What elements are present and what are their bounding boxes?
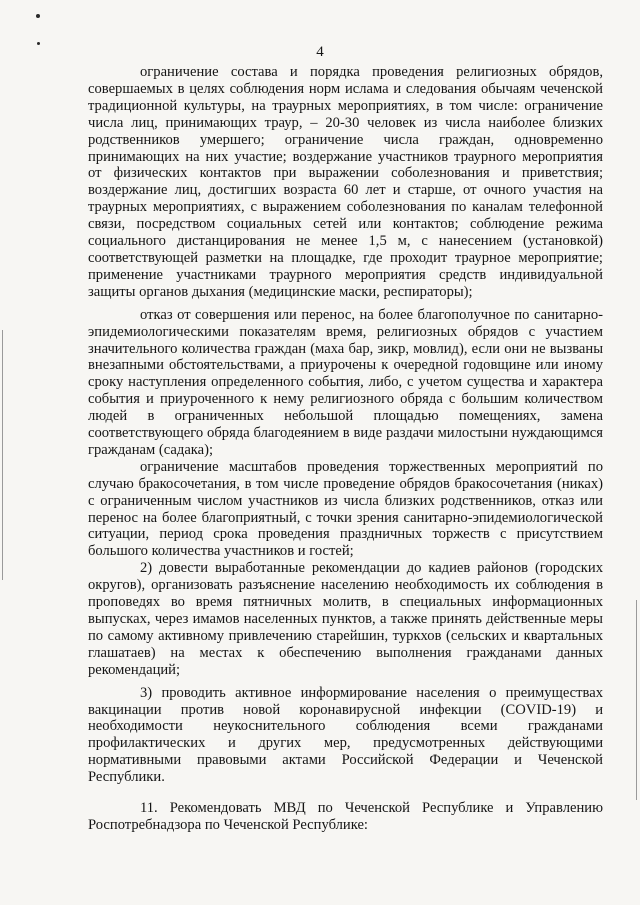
paragraph-wedding-restrictions: ограничение масштабов проведения торжественных мероприятий по случаю бракосочетания, в том числе проведение обрядов бракосочетания (никах) с ограниченным числом участников из числа близких родственников, отказ или перенос на более благоприятный, с точки зрения санитарно-эпидемиологической ситуации, период срока проведения праздничных торжеств с присутствием большого количества участников и гостей; xyxy=(88,458,603,560)
paragraph-item-2: 2) довести выработанные рекомендации до кадиев районов (городских округов), организовать разъяснение населению необходимость их соблюдения в проповедях во время пятничных молитв, в специальных информационных выпусках, через имамов населенных пунктов, а также принять действенные меры по самому активному привлечению старейшин, туркхов (сельских и квартальных глашатаев) на местах к обеспечению выполнения гражданами данных рекомендаций; xyxy=(88,560,603,678)
paragraph-funeral-restrictions: ограничение состава и порядка проведения религиозных обрядов, совершаемых в целях соблюдения норм ислама и следования обычаям чеченской традиционной культуры, на траурных мероприятиях, в том числе: ограничение числа лиц, принимающих траур, – 20-30 человек из числа наиболее близких родственников умершего; ограничение числа граждан, одновременно принимающих на них участие; воздержание участников траурного мероприятия от физических контактов при выражении соболезнования и приветствия; воздержание лиц, достигших возраста 60 лет и старше, от очного участия на траурных мероприятиях, с выражением соболезнования по каналам телефонной связи, посредством социальных сетей или контактов; соблюдение режима социального дистанцирования не менее 1,5 м, с нанесением (установкой) соответствующей разметки на площадке, где проходит траурное мероприятие; применение участниками траурного мероприятия средств индивидуальной защиты органов дыхания (медицинские маски, респираторы); xyxy=(88,64,603,300)
scan-edge-shadow xyxy=(636,600,637,800)
scan-speck xyxy=(36,14,40,18)
scan-edge-shadow xyxy=(2,330,3,580)
paragraph-item-3: 3) проводить активное информирование населения о преимуществах вакцинации против новой коронавирусной инфекции (COVID-19) и необходимости неукоснительного соблюдения всеми гражданами профилактических и других мер, предусмотренных действующими нормативными правовыми актами Российской Федерации и Чеченской Республики. xyxy=(88,684,603,786)
paragraph-item-11: 11. Рекомендовать МВД по Чеченской Республике и Управлению Роспотребнадзора по Чеченской Республике: xyxy=(88,800,603,833)
page-number: 4 xyxy=(316,44,324,60)
document-body xyxy=(88,64,603,834)
paragraph-ritual-postponement: отказ от совершения или перенос, на более благополучное по санитарно-эпидемиологическими показателям время, религиозных обрядов с участием значительного количества граждан (маха бар, зикр, мовлид), если они не вызваны внезапными обстоятельствами, а приурочены к очередной годовщине или иному сроку наступления определенного события, либо, с учетом существа и характера события и приуроченного к нему религиозного обряда с большим количеством людей в ограниченных небольшой площадью помещениях, замена соответствующего обряда благодеянием в виде раздачи милостыни нуждающимся гражданам (садака); xyxy=(88,306,603,458)
